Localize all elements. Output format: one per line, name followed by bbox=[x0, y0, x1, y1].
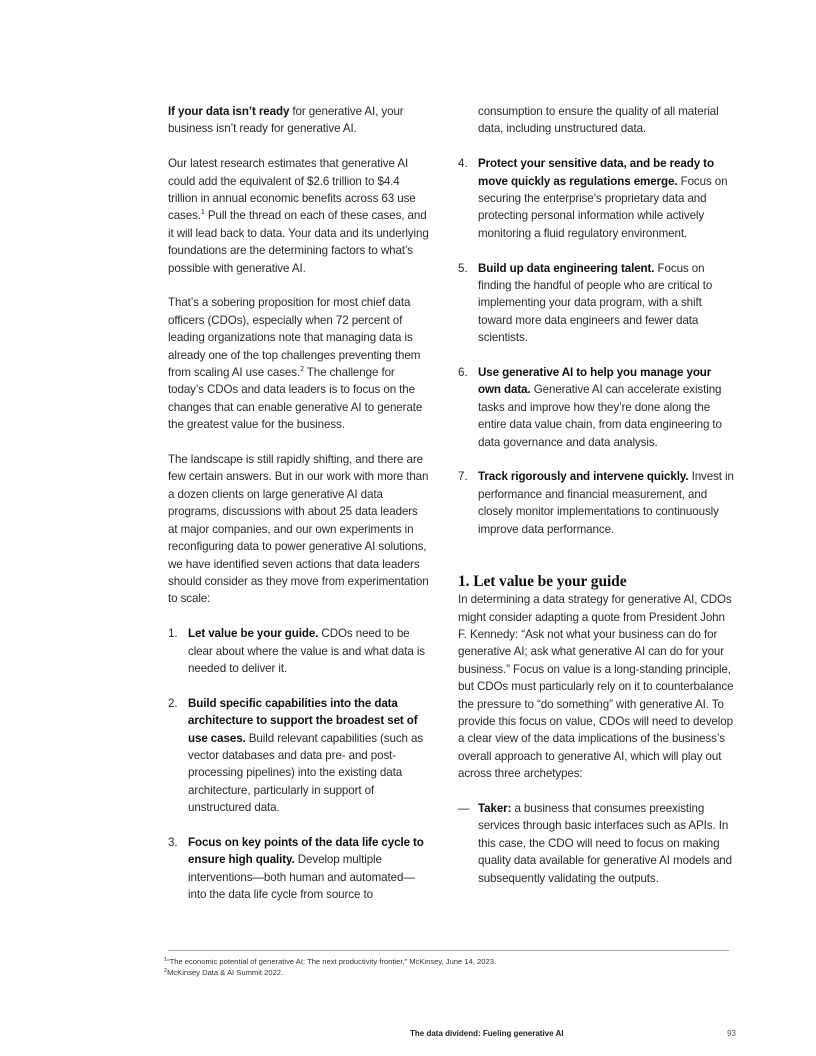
cdo-text: That’s a sobering proposition for most chief data officers (CDOs), especially when 72 percent of leading organizations note that managing data is already one of the top challenges preventing them from scaling AI use cases. bbox=[168, 296, 421, 380]
landscape-paragraph: The landscape is still rapidly shifting, and there are few certain answers. But in our work with more than a dozen clients on large generative AI data programs, discussions with about 25 data leaders at major companies, and our own experiments in reconfiguring data to power generative AI solutions, we have identified seven actions that data leaders should consider as they move from experimentation to scale: bbox=[168, 453, 429, 606]
intro-paragraph bbox=[168, 103, 430, 138]
footnote-divider bbox=[168, 950, 729, 951]
dash-bullet: — bbox=[458, 801, 470, 815]
footnotes bbox=[164, 957, 496, 978]
action-item-2 bbox=[168, 695, 430, 817]
actions-list-left bbox=[168, 625, 430, 903]
action-item-3-continued: consumption to ensure the quality of all material data, including unstructured data. bbox=[478, 105, 719, 136]
right-column bbox=[458, 103, 734, 887]
footnote-text: McKinsey Data & AI Summit 2022. bbox=[167, 967, 284, 977]
action-item-7 bbox=[458, 468, 734, 538]
action-number: 1. bbox=[168, 627, 178, 641]
action-item-1 bbox=[168, 625, 430, 677]
page-number: 93 bbox=[727, 1029, 736, 1038]
action-number: 3. bbox=[168, 835, 178, 849]
footnote-text: “The economic potential of generative AI: The next productivity frontier,” McKinsey, June 14, 2023. bbox=[167, 957, 497, 966]
intro-text: for generative AI, your business isn’t ready for generative AI. bbox=[168, 105, 404, 136]
page-footer bbox=[410, 1029, 736, 1038]
archetype-text: a business that consumes preexisting services through basic interfaces such as APIs. In this case, the CDO will need to focus on making quality data available for generative AI models and subsequently validating the outputs. bbox=[478, 801, 732, 885]
footnote-ref-2[interactable]: 2 bbox=[300, 366, 304, 374]
action-number: 2. bbox=[168, 696, 178, 710]
action-title: Let value be your guide. bbox=[188, 627, 319, 641]
footnote-ref-1[interactable]: 1 bbox=[200, 209, 205, 217]
action-number: 4. bbox=[458, 157, 468, 171]
action-title: Protect your sensitive data, and be ready to move quickly as regulations emerge. bbox=[478, 157, 714, 188]
action-text: Focus on securing the enterprise’s proprietary data and protecting personal information while actively monitoring a fluid regulatory environment. bbox=[478, 174, 728, 240]
left-column bbox=[168, 103, 430, 904]
action-title: Track rigorously and intervene quickly. bbox=[478, 470, 689, 484]
archetypes-list bbox=[458, 800, 734, 887]
action-text: Invest in performance and financial measurement, and closely monitor implementations to continuously improve data performance. bbox=[478, 470, 734, 536]
action-number: 7. bbox=[458, 470, 468, 484]
action-text: Generative AI can accelerate existing tasks and improve how they’re done along the entire data value chain, from data engineering to data governance and data analysis. bbox=[478, 383, 722, 449]
archetype-item-taker bbox=[458, 800, 734, 887]
action-number: 6. bbox=[458, 366, 468, 380]
publication-title: The data dividend: Fueling generative AI bbox=[410, 1029, 564, 1038]
action-title: Build specific capabilities into the data architecture to support the broadest set of use cases. bbox=[188, 696, 418, 745]
action-text: Develop multiple interventions—both human and automated—into the data life cycle from source to bbox=[188, 853, 415, 902]
footnote-marker: 1 bbox=[164, 957, 168, 963]
action-item-3 bbox=[168, 834, 430, 904]
section-heading: 1. Let value be your guide bbox=[458, 573, 627, 591]
footnote-1 bbox=[164, 957, 496, 968]
research-paragraph bbox=[168, 155, 430, 277]
action-item-4 bbox=[458, 155, 734, 242]
intro-bold: If your data isn’t ready bbox=[168, 105, 290, 118]
action-text: Focus on finding the handful of people who are critical to implementing your data program, with a shift toward more data engineers and fewer data scientists. bbox=[478, 261, 713, 345]
cdo-text-cont: The challenge for today’s CDOs and data leaders is to focus on the changes that can enable generative AI to generate the greatest value for the business. bbox=[168, 366, 423, 432]
footnote-marker: 2 bbox=[164, 967, 168, 974]
action-item-5 bbox=[458, 260, 734, 347]
action-title: Build up data engineering talent. bbox=[478, 261, 655, 275]
section-body: In determining a data strategy for generative AI, CDOs might consider adapting a quote from President John F. Kennedy: “Ask not what your business can do for generative AI; ask what generative AI can do for your business.” Focus on value is a long-standing principle, but CDOs must particularly rely on it to counterbalance the pressure to “do something” with generative AI. To provide this focus on value, CDOs will need to develop a clear view of the data implications of the business’s overall approach to generative AI, which will play out across three archetypes: bbox=[458, 593, 734, 781]
research-text: Our latest research estimates that generative AI could add the equivalent of $2.6 trillion to $4.4 trillion in annual economic benefits across 63 use cases. bbox=[168, 157, 416, 223]
research-text-cont: Pull the thread on each of these cases, and it will lead back to data. Your data and its underlying foundations are the determining factors to what’s possible with generative AI. bbox=[168, 209, 429, 275]
action-title: Use generative AI to help you manage your own data. bbox=[478, 366, 712, 397]
archetype-title: Taker: bbox=[478, 801, 512, 815]
action-item-6 bbox=[458, 364, 734, 451]
cdo-paragraph bbox=[168, 294, 430, 433]
action-title: Focus on key points of the data life cycle to ensure high quality. bbox=[188, 835, 424, 867]
action-text: CDOs need to be clear about where the value is and what data is needed to deliver it. bbox=[188, 627, 425, 675]
action-text: Build relevant capabilities (such as vector databases and data pre- and post-processing pipelines) into the existing data architecture, particularly in support of unstructured data. bbox=[188, 731, 424, 815]
action-number: 5. bbox=[458, 261, 468, 275]
actions-list-right bbox=[458, 155, 734, 538]
footnote-2 bbox=[164, 968, 496, 979]
